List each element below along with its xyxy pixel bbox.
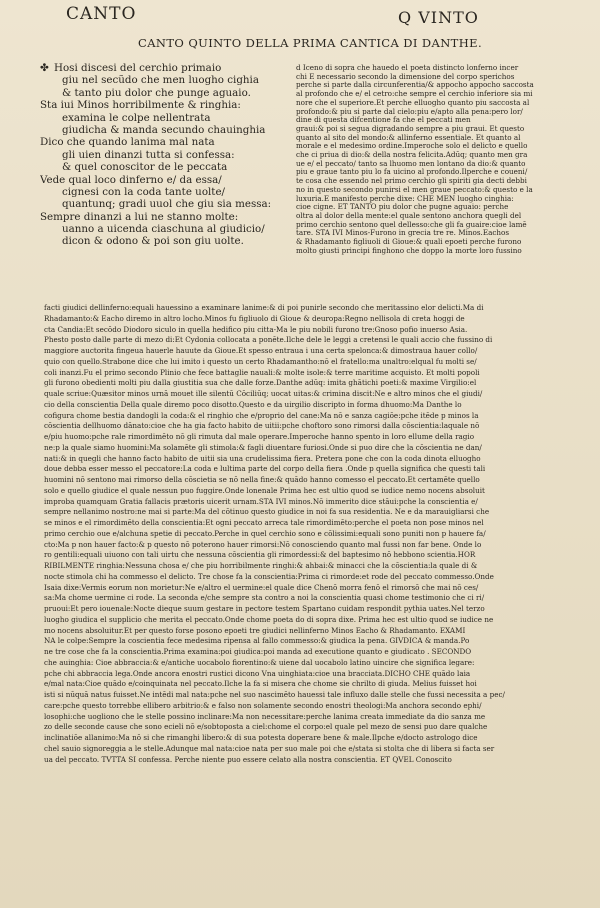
verse-line: giu nel secũdo che men luogho cighia bbox=[62, 74, 259, 87]
commentary-line: Rhadamanto:& Eacho diremo in altro locho.Minos fu figliuolo di Gioue & deuropa:Regno nellisola di creta hoggi de bbox=[44, 313, 465, 323]
commentary-line: nore che el superiore.Et perche elluogho quanto piu saccosta al bbox=[296, 98, 530, 107]
commentary-line: ne:p la quale siamo huomini:Ma solamēte gli stimola:& fagli diuentare furiosi.Onde si puo dire che la cōscientia ne dan/ bbox=[44, 442, 482, 452]
commentary-line: luxuria.E manifesto perche dixe: CHE MEN luogho cinghia: bbox=[296, 194, 514, 203]
verse-line: Sta iui Minos horribilmente & ringhia: bbox=[40, 99, 241, 112]
commentary-line: ne tre cose che fa la conscientia.Prima examina:poi giudica:poi manda ad executione quanto e giudicato . SECONDO bbox=[44, 647, 472, 656]
commentary-line: & Rhadamanto figliuoli di Gioue:& quali epoeti perche furono bbox=[296, 238, 522, 247]
commentary-line: te cosa che essendo nel primo cerchio gli spiriti gia decti debbi bbox=[296, 177, 527, 186]
commentary-line: coli inanzi.Fu el primo secondo Plinio che fece battaglie nauali:& molte isole:& terre maritime acquisto. Et molti popoli bbox=[44, 367, 480, 377]
running-header-right: Q VINTO bbox=[398, 8, 479, 27]
commentary-line: facti giudici dellinferno:equali hauessino a examinare lanime:& di poi punirle secondo che meritassino elor delicti.Ma di bbox=[44, 303, 484, 312]
commentary-line: RIBILMENTE ringhia:Nessuna chosa e/ che piu horribilmente ringhi:& ahbai:& minacci che la cōscientia:la quale di & bbox=[44, 561, 478, 570]
verse-line: gli uien dinanzi tutta si confessa: bbox=[62, 148, 235, 161]
commentary-line: quio con quello.Strabone dice che lui imito i questo un certo Rhadamantho:nō el fratello:ma unaltro:elqual fu molti se/ bbox=[44, 356, 477, 366]
commentary-line: cioe cigne. ET TANTO piu dolor che pugne aguaio: perche bbox=[296, 203, 509, 212]
running-header-left: CANTO bbox=[66, 4, 137, 24]
commentary-line: pruoui:Et pero iouenale:Nocte dieque suum gestare in pectore testem Spartano cuidam respondit pythia uates.Nel terzo bbox=[44, 604, 485, 613]
commentary-line: cio della conscientia Della quale diremo poco disotto.Questo e da uirgilio discripto in forma dhuomo:Ma Danthe lo bbox=[44, 399, 462, 409]
fleuron-icon: ✤ bbox=[40, 62, 49, 74]
commentary-line: primo cerchio sentono quel dellesso:che gli fa guaire:cioe lamē bbox=[296, 220, 527, 229]
commentary-line: chel sauio signoreggia a le stelle.Adunque mal nata:cioe nata per suo male poi che e/stata si stolta che di libera si facta ser bbox=[44, 743, 495, 753]
verse-line: giudicha & manda secundo chauinghia bbox=[62, 123, 266, 136]
verse-line: Dico che quando lanima mal nata bbox=[40, 136, 215, 149]
commentary-line: sempre nellanimo nostro:ne mai si parte:Ma del cōtinuo questo giudice in noi fa sua residentia. Ne e da marauigliarsi che bbox=[44, 507, 490, 517]
commentary-line: gli furono obedienti molti piu dalla giustitia sua che dalle forze.Danthe adūq: imita ghātichi poeti:& maxime Virgilio:el bbox=[44, 378, 477, 388]
commentary-line: primo cerchio oue e/alchuna spetie di peccato.Perche in quel cerchio sono e cōlissimi:equali sono puniti non p hauere fa/ bbox=[44, 528, 486, 538]
commentary-line: doue debba esser messo el peccatore:La coda e lultima parte del corpo della fiera .Onde p quella significa che questi tali bbox=[44, 464, 486, 474]
commentary-line: che ci priua di dio:& della nostra felicita.Adūq; quanto men gra bbox=[296, 151, 528, 160]
commentary-line: che auinghia: Cioe abbraccia:& e/antiche uocabolo fiorentino:& uiene dal uocabolo latino uincire che significa legare: bbox=[44, 657, 475, 667]
commentary-line: cōscientia dellhuomo dānato:cioe che ha gia facto habito de uitii:pche choftoro sono rimorsi dalla cōscientia:laquale nō bbox=[44, 421, 480, 431]
commentary-line: perche si parte dalla circunferentia/& appocho appocho saccosta bbox=[296, 81, 534, 90]
commentary-line: nocte stimola chi ha commesso el delicto. Tre chose fa la conscientia:Prima ci rimorde:et rode del peccato commesso.Onde bbox=[44, 571, 494, 581]
commentary-line: mo nocens absoluitur.Et per questo forse posono epoeti tre giudici nellinferno Minos Eacho & Rhadamanto. EXAMI bbox=[44, 625, 466, 635]
commentary-line: molto giusti principi finghono che doppo la morte loro fussino bbox=[296, 246, 522, 255]
commentary-line: chi E necessario secondo la dimensione del corpo sperichos bbox=[296, 72, 515, 81]
commentary-line: losophi:che uogliono che le stelle possino inclinare:Ma non necessitare:perche lanima creata immediate da dio sanza me bbox=[44, 711, 486, 721]
commentary-line: maggiore auctorita fingeua hauerle hauute da Gioue.Et spesso entraua i una certa spelonca:& dimostraua hauer collo/ bbox=[44, 346, 478, 355]
commentary-line: care:pche questo torrebbe ellibero arbitrio:& e falso non solamente secondo enostri theologi:Ma anchora secondo ephi/ bbox=[44, 700, 482, 710]
commentary-line: quanto al sito del mondo:& allinferno essentiale. Et quanto al bbox=[296, 133, 521, 142]
commentary-line: ro gentili:equali uiuono con tali uirtu che nessuna cōscientia gli rimordessi:& del baptesimo nō hebbono scientia.HOR bbox=[44, 550, 476, 560]
commentary-line: se minos e el rimordimēto della conscientia:Et ogni peccato arreca tale rimordimēto:perche el poeta non pose minos nel bbox=[44, 518, 484, 527]
verse-block bbox=[40, 62, 290, 248]
commentary-line: sa:Ma chome uermine ci rode. La seconda e/che sempre sta contro a noi la conscientia quasi chome testimonio che ci ri/ bbox=[44, 593, 485, 603]
commentary-right-column bbox=[296, 64, 572, 255]
commentary-line: morale e el medesimo ordine.Imperoche solo el delicto e quello bbox=[296, 142, 528, 151]
commentary-line: isti si nūquā natus fuisset.Ne intēdi mal nata:pche nel suo nascimēto hauessi tale influxo dalle stelle che fussi necessita a pec/ bbox=[44, 690, 505, 699]
verse-line: quantunq; gradi uuol che giu sia messa: bbox=[62, 198, 272, 211]
commentary-line: quale scriue:Quæsitor minos urnā mouet ille silentū Cōciliūq; uocat uitas:& crimina discit:Ne e altro minos che el giudi/ bbox=[44, 389, 483, 398]
commentary-line: zo delle seconde cause che sono ecieli nō e/sobtoposta a ciel:chome el corpo:el quale pel mezo de sensi puo dare qualche bbox=[44, 722, 488, 732]
verse-line: dicon & odono & poi son giu uolte. bbox=[62, 235, 244, 248]
commentary-line: graui:& poi si segua digradando sempre a piu graui. Et questo bbox=[296, 124, 525, 133]
commentary-full-width bbox=[44, 303, 572, 765]
commentary-line: solo e quello giudice el quale nessun puo fuggire.Onde lonenale Prima hec est ultio quod se iudice nemo nocens absoluit bbox=[44, 485, 485, 495]
commentary-line: d Iceno di sopra che hauedo el poeta distincto lonferno incer bbox=[296, 64, 519, 72]
commentary-line: improba quamquam Gratia fallacis prætoris uicerit urnam.STA IVI minos.Nō immerito dice stāui:pche la conscientia e/ bbox=[44, 496, 478, 506]
verse-line: uanno a uicenda ciaschuna al giudicio/ bbox=[62, 223, 265, 236]
verse-line: Vede qual loco dinferno e/ da essa/ bbox=[40, 173, 222, 186]
verse-line: Sempre dinanzi a lui ne stanno molte: bbox=[40, 210, 239, 223]
commentary-line: piu e graue tanto piu lo fa uicino al profondo.Ilperche e coueni/ bbox=[296, 168, 528, 177]
commentary-line: luogho giudica el supplicio che merita el peccato.Onde chome poeta do di sopra dixe. Prima hec est ultio quod se iudice ne bbox=[44, 614, 494, 624]
verse-line: Hosi discesi del cerchio primaio bbox=[54, 62, 222, 74]
commentary-line: NA le colpe:Sempre la coscientia fece medesima ripensa al fallo commesso:& giudica la pena. GIVDICA & manda.Po bbox=[44, 636, 470, 646]
verse-line: cignesi con la coda tante uolte/ bbox=[62, 185, 226, 198]
verse-line: & tanto piu dolor che punge aguaio. bbox=[62, 86, 251, 99]
commentary-line: ue e/ el peccato/ tanto sa lhuomo men lontano da dio:& quanto bbox=[296, 159, 526, 168]
commentary-line: dine di questa difcentione fa che el peccati men bbox=[296, 116, 471, 125]
commentary-line: cta Candia:Et secōdo Diodoro siculo in quella hedifico piu citta-Ma le piu nobili furono tre:Gnoso pofio inuerso Asia. bbox=[44, 324, 468, 334]
commentary-line: al profondo che e/ el cetro:che sempre el cerchio inferiore sia mi bbox=[296, 90, 533, 99]
canto-title: CANTO QUINTO DELLA PRIMA CANTICA DI DANTHE. bbox=[138, 36, 483, 50]
commentary-line: e/mal nata:Cioe quādo e/coinquinata nel peccato.Ilche la fa si misera che chome sie chrilto di giuda. Melius fuisset hoi bbox=[44, 679, 477, 689]
commentary-line: no in questo secondo punirsi el men graue peccato:& questo e la bbox=[296, 185, 533, 194]
commentary-line: inclinatiōe allanimo:Ma nō si che rimanghi libero:& di sua potesta doperare bene & male.Ilpche e/docto astrologo dice bbox=[44, 733, 478, 742]
commentary-line: oltra al dolor della mente:el quale sentono anchora quegli del bbox=[296, 211, 522, 220]
commentary-line: tare. STA IVI Minos-Furono in grecia tre re. Minos.Eachos bbox=[296, 229, 510, 238]
commentary-line: Isaia dixe:Vermis eorum non morietur:Ne e/altro el uermine:el quale dice Chenō morra fenō el rimorsō che mai nō ces/ bbox=[44, 582, 479, 592]
commentary-line: cto:Ma p non hauer facto:& p questo nō poterono hauer rimorsi:Nō conosciendo quanto mal fussi non far bene. Onde lo bbox=[44, 539, 482, 549]
commentary-line: pche chi abbraccia lega.Onde ancora enostri rustici dicono Vna uinghiata:cioe una bracciata.DICHO CHE quādo laia bbox=[44, 668, 471, 678]
verse-line: examina le colpe nellentrata bbox=[62, 111, 211, 124]
commentary-line: cofigura chome bestia dandogli la coda:& el ringhio che e/proprio del cane:Ma nō e sanza cagiōe:pche itēde p minos la bbox=[44, 410, 479, 420]
commentary-line: e/piu huomo:pche rale rimordimēto nō gli rimuta dal male operare.Imperoche hanno spento in loro ellume della ragio bbox=[44, 432, 475, 441]
commentary-line: Phesto posto dalle parte di mezo di:Et Cydonia collocata a ponēte.Ilche dele le leggi a cretensi le quali accio che fussino di bbox=[44, 335, 493, 345]
commentary-line: profondo:& piu si parte dal cielo:piu e/apto alla pena:pero lor/ bbox=[296, 107, 523, 116]
verse-line: & quel conoscitor de le peccata bbox=[62, 161, 228, 174]
commentary-line: ua del peccato. TVTTA SI confessa. Perche niente puo essere celato alla nostra conscientia. ET QVEL Conoscito bbox=[44, 754, 452, 764]
commentary-line: nati:& in quegli che hanno facto habito de uitii sia una crudelissima fiera. Pretera pone che con la coda dinota elluogho bbox=[44, 453, 481, 463]
commentary-line: huomini nō sentono mai rimorso della cōscietia se nō nella fine:& quādo hanno comesso el peccato.Et certamēte quello bbox=[44, 475, 480, 484]
